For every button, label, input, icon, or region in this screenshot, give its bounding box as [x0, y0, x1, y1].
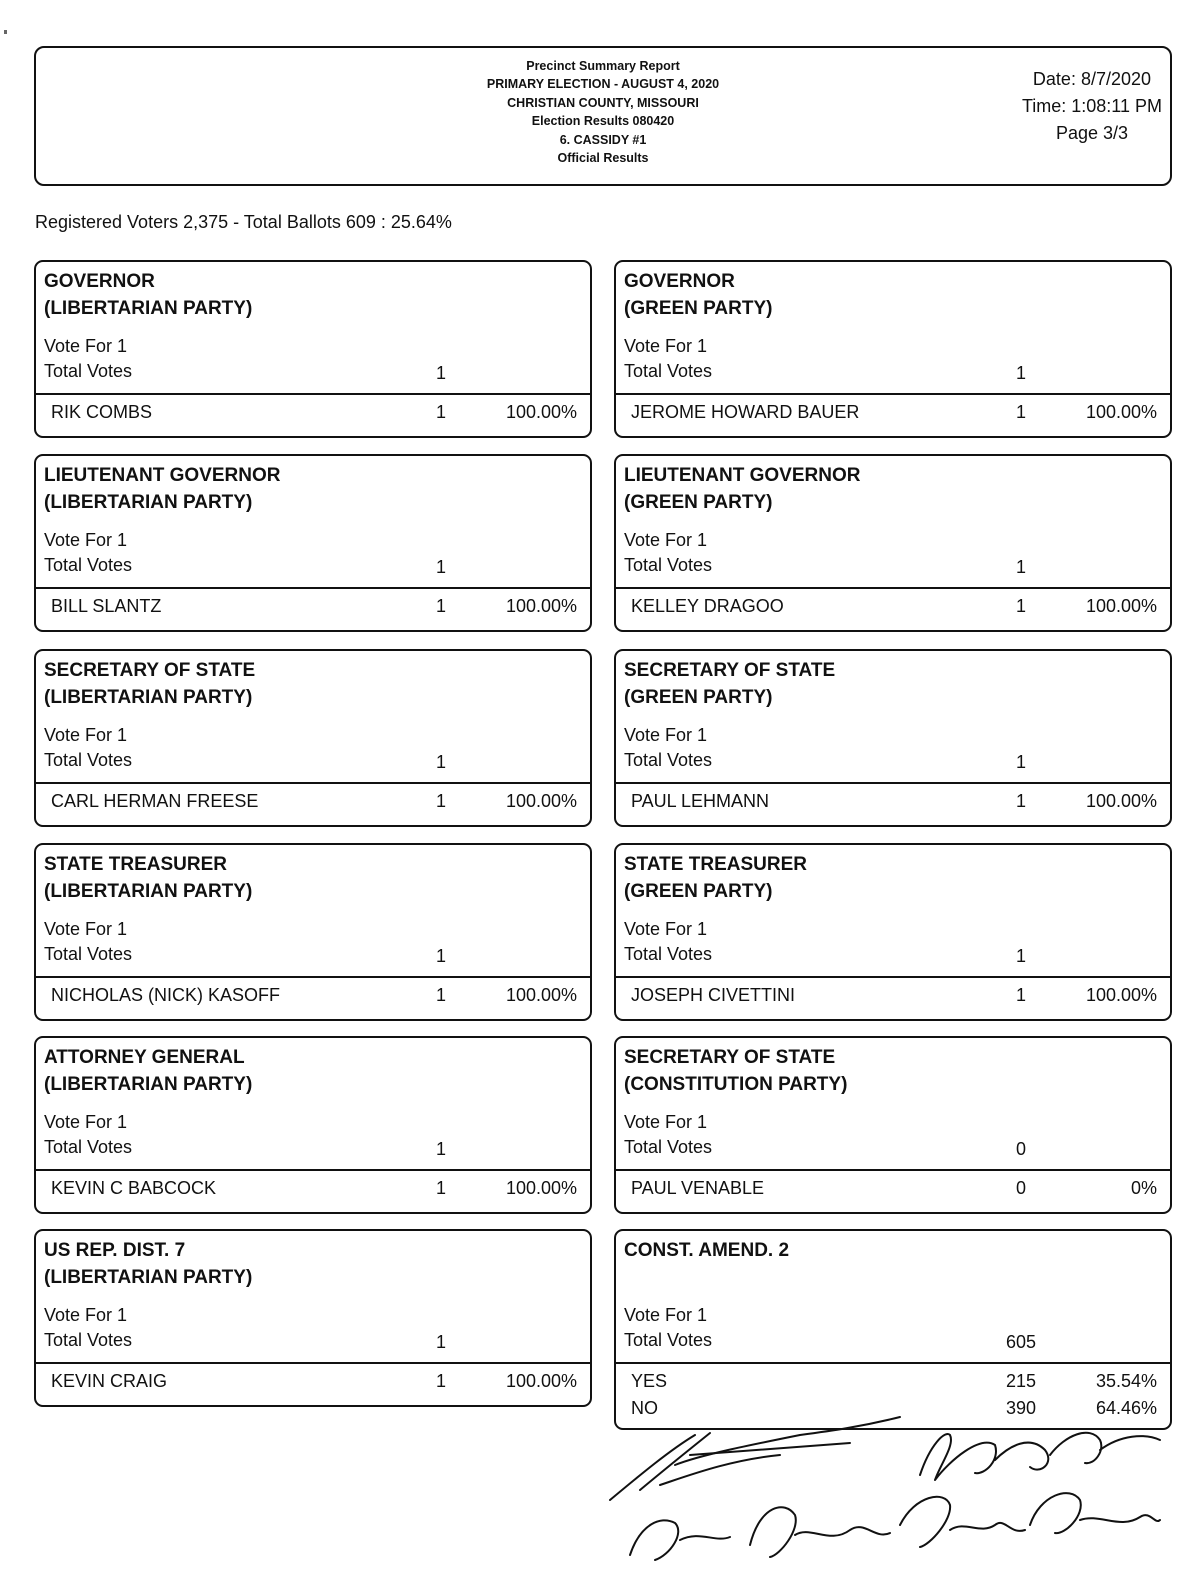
candidate-votes: 1 [435, 596, 446, 616]
race-box [34, 843, 592, 1021]
race-party: (LIBERTARIAN PARTY) [44, 687, 253, 708]
candidate-votes: 1 [435, 985, 446, 1005]
race-title [624, 851, 807, 905]
race-office: US REP. DIST. 7 [44, 1240, 186, 1261]
candidate-percent: 100.00% [505, 596, 577, 616]
race-party: (LIBERTARIAN PARTY) [44, 492, 253, 513]
candidate-votes: 1 [1015, 402, 1026, 422]
candidate-name: RIK COMBS [51, 402, 153, 422]
vote-for-label: Vote For 1 [624, 919, 708, 939]
race-title [624, 657, 835, 711]
total-votes-value: 605 [1005, 1332, 1037, 1352]
divider [36, 782, 590, 784]
candidate-row [616, 1371, 1170, 1397]
candidate-votes: 1 [1015, 596, 1026, 616]
candidate-name: JOSEPH CIVETTINI [631, 985, 796, 1005]
race-office: LIEUTENANT GOVERNOR [44, 465, 281, 486]
candidate-votes: 1 [1015, 985, 1026, 1005]
race-office: ATTORNEY GENERAL [44, 1047, 245, 1068]
race-box [34, 649, 592, 827]
race-party: (CONSTITUTION PARTY) [624, 1074, 848, 1095]
vote-for-label: Vote For 1 [624, 1305, 708, 1325]
divider [616, 976, 1170, 978]
candidate-percent: 100.00% [505, 1371, 577, 1391]
candidate-percent: 100.00% [1085, 985, 1157, 1005]
candidate-percent: 100.00% [1085, 402, 1157, 422]
total-votes-label: Total Votes [44, 555, 133, 575]
report-title: Precinct Summary Report [526, 59, 680, 73]
race-office: LIEUTENANT GOVERNOR [624, 465, 861, 486]
total-votes-value: 1 [1015, 557, 1026, 577]
candidate-votes: 1 [435, 1178, 446, 1198]
total-votes-value: 1 [435, 363, 446, 383]
candidate-name: KEVIN CRAIG [51, 1371, 168, 1391]
vote-for-label: Vote For 1 [44, 336, 128, 356]
divider [616, 1362, 1170, 1364]
race-box [614, 454, 1172, 632]
candidate-percent: 100.00% [505, 985, 577, 1005]
race-box [34, 454, 592, 632]
race-party: (LIBERTARIAN PARTY) [44, 1267, 253, 1288]
candidate-percent: 64.46% [1095, 1398, 1157, 1418]
candidate-percent: 0% [1130, 1178, 1157, 1198]
candidate-name: BILL SLANTZ [51, 596, 162, 616]
vote-for-label: Vote For 1 [624, 725, 708, 745]
vote-for-label: Vote For 1 [44, 919, 128, 939]
total-votes-label: Total Votes [624, 1330, 713, 1350]
vote-for-label: Vote For 1 [44, 725, 128, 745]
race-office: STATE TREASURER [624, 854, 807, 875]
divider [616, 1169, 1170, 1171]
candidate-name: PAUL VENABLE [631, 1178, 765, 1198]
total-votes-value: 1 [435, 1332, 446, 1352]
divider [616, 393, 1170, 395]
candidate-votes: 215 [1005, 1371, 1037, 1391]
race-office: GOVERNOR [624, 271, 735, 292]
total-votes-value: 0 [1015, 1139, 1026, 1159]
candidate-row [36, 985, 590, 1011]
race-title [44, 1044, 252, 1098]
race-box [614, 260, 1172, 438]
divider [616, 782, 1170, 784]
candidate-row [36, 1178, 590, 1204]
total-votes-value: 1 [435, 752, 446, 772]
candidate-row [616, 1178, 1170, 1204]
race-party: (LIBERTARIAN PARTY) [44, 1074, 253, 1095]
total-votes-label: Total Votes [624, 555, 713, 575]
candidate-row [616, 596, 1170, 622]
candidate-row [36, 1371, 590, 1397]
candidate-percent: 100.00% [505, 402, 577, 422]
report-meta [1022, 66, 1162, 147]
candidate-row [36, 596, 590, 622]
precinct-name: 6. CASSIDY #1 [559, 132, 647, 147]
race-title [624, 1044, 847, 1098]
race-title [44, 462, 280, 516]
race-party: (GREEN PARTY) [624, 881, 773, 902]
race-title [624, 462, 860, 516]
vote-for-label: Vote For 1 [624, 530, 708, 550]
vote-for-label: Vote For 1 [44, 1112, 128, 1132]
county-name: CHRISTIAN COUNTY, MISSOURI [507, 95, 699, 110]
candidate-votes: 1 [435, 791, 446, 811]
total-votes-value: 1 [1015, 363, 1026, 383]
race-party: (LIBERTARIAN PARTY) [44, 881, 253, 902]
total-votes-label: Total Votes [44, 1137, 133, 1157]
race-party: (GREEN PARTY) [624, 492, 773, 513]
race-box [614, 1229, 1172, 1430]
candidate-name: JEROME HOWARD BAUER [631, 402, 860, 422]
divider [36, 1362, 590, 1364]
race-office: SECRETARY OF STATE [624, 660, 836, 681]
report-time: Time: 1:08:11 PM [1021, 96, 1162, 116]
race-office: SECRETARY OF STATE [44, 660, 256, 681]
candidate-votes: 1 [1015, 791, 1026, 811]
report-date: Date: 8/7/2020 [1032, 69, 1152, 89]
candidate-votes: 1 [435, 1371, 446, 1391]
candidate-name: PAUL LEHMANN [631, 791, 770, 811]
race-office: GOVERNOR [44, 271, 155, 292]
race-box [34, 1036, 592, 1214]
page-number: Page 3/3 [1055, 123, 1128, 143]
signatures [600, 1405, 1180, 1575]
candidate-name: KEVIN C BABCOCK [51, 1178, 217, 1198]
race-title [44, 1237, 252, 1291]
vote-for-label: Vote For 1 [44, 530, 128, 550]
race-box [614, 843, 1172, 1021]
vote-for-label: Vote For 1 [44, 1305, 128, 1325]
candidate-percent: 100.00% [505, 791, 577, 811]
candidate-percent: 100.00% [1085, 791, 1157, 811]
total-votes-value: 1 [1015, 946, 1026, 966]
total-votes-value: 1 [435, 557, 446, 577]
total-votes-value: 1 [435, 1139, 446, 1159]
race-title [624, 1237, 789, 1264]
report-header [34, 46, 1172, 186]
candidate-votes: 390 [1005, 1398, 1037, 1418]
total-votes-label: Total Votes [624, 944, 713, 964]
candidate-votes: 0 [1015, 1178, 1026, 1198]
candidate-row [36, 791, 590, 817]
race-office: CONST. AMEND. 2 [624, 1240, 790, 1261]
candidate-row [36, 402, 590, 428]
divider [36, 393, 590, 395]
candidate-name: NICHOLAS (NICK) KASOFF [51, 985, 281, 1005]
race-box [614, 649, 1172, 827]
race-party: (LIBERTARIAN PARTY) [44, 298, 253, 319]
results-status: Official Results [557, 151, 649, 166]
race-office: SECRETARY OF STATE [624, 1047, 836, 1068]
total-votes-value: 1 [435, 946, 446, 966]
scan-edge-mark [4, 30, 7, 34]
candidate-votes: 1 [435, 402, 446, 422]
total-votes-label: Total Votes [624, 750, 713, 770]
race-office: STATE TREASURER [44, 854, 227, 875]
candidate-percent: 100.00% [505, 1178, 577, 1198]
candidate-percent: 100.00% [1085, 596, 1157, 616]
election-name: PRIMARY ELECTION - AUGUST 4, 2020 [486, 77, 720, 92]
candidate-name: YES [631, 1371, 668, 1391]
registration-summary: Registered Voters 2,375 - Total Ballots 609 : 25.64% [35, 212, 452, 232]
candidate-row [616, 402, 1170, 428]
results-id: Election Results 080420 [531, 114, 675, 129]
race-title [624, 268, 772, 322]
candidate-name: KELLEY DRAGOO [631, 596, 784, 616]
candidate-percent: 35.54% [1095, 1371, 1157, 1391]
total-votes-value: 1 [1015, 752, 1026, 772]
divider [36, 976, 590, 978]
total-votes-label: Total Votes [44, 1330, 133, 1350]
vote-for-label: Vote For 1 [624, 336, 708, 356]
race-party: (GREEN PARTY) [624, 298, 773, 319]
race-title [44, 657, 255, 711]
total-votes-label: Total Votes [44, 944, 133, 964]
divider [616, 587, 1170, 589]
candidate-row [616, 791, 1170, 817]
vote-for-label: Vote For 1 [624, 1112, 708, 1132]
candidate-row [616, 985, 1170, 1011]
race-box [34, 1229, 592, 1407]
race-box [34, 260, 592, 438]
candidate-name: CARL HERMAN FREESE [51, 791, 259, 811]
total-votes-label: Total Votes [624, 1137, 713, 1157]
race-title [44, 268, 252, 322]
total-votes-label: Total Votes [624, 361, 713, 381]
race-party: (GREEN PARTY) [624, 687, 773, 708]
race-box [614, 1036, 1172, 1214]
divider [36, 1169, 590, 1171]
candidate-name: NO [631, 1398, 658, 1418]
report-header-info [36, 57, 1170, 167]
divider [36, 587, 590, 589]
total-votes-label: Total Votes [44, 750, 133, 770]
total-votes-label: Total Votes [44, 361, 133, 381]
race-title [44, 851, 252, 905]
